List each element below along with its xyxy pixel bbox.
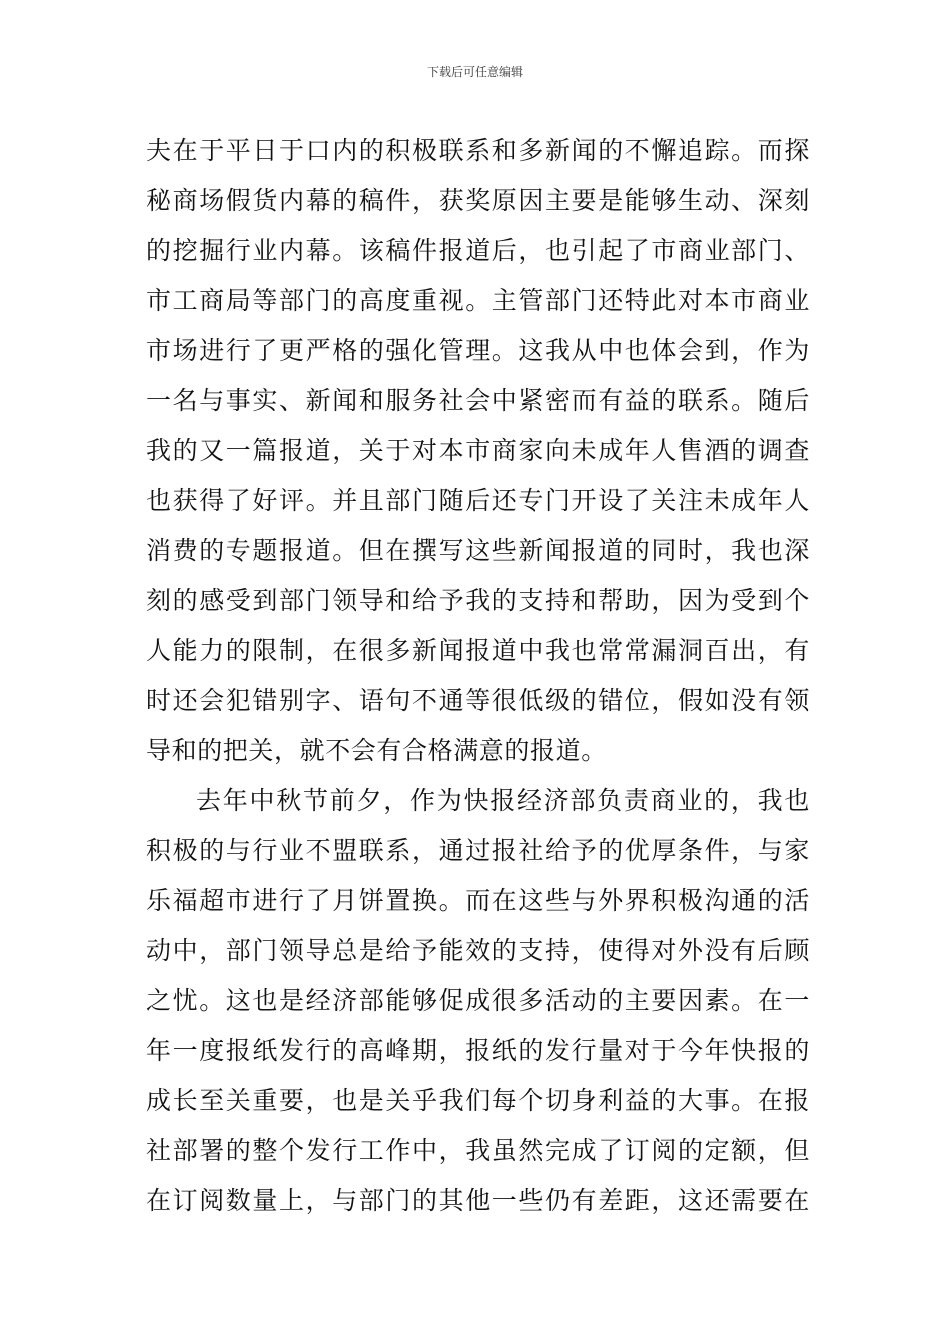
text-line: 社部署的整个发行工作中，我虽然完成了订阅的定额，但 <box>146 1136 810 1165</box>
page-header: 下载后可任意编辑 <box>426 65 523 79</box>
document-body <box>146 126 810 1226</box>
paragraph-2 <box>146 776 810 1226</box>
text-line: 人能力的限制，在很多新闻报道中我也常常漏洞百出，有 <box>146 636 810 665</box>
text-line: 在订阅数量上，与部门的其他一些仍有差距，这还需要在 <box>146 1186 810 1215</box>
text-line: 导和的把关，就不会有合格满意的报道。 <box>146 736 607 765</box>
text-line: 的挖掘行业内幕。该稿件报道后，也引起了市商业部门、 <box>146 236 810 265</box>
text-line: 年一度报纸发行的高峰期，报纸的发行量对于今年快报的 <box>146 1036 810 1065</box>
text-line: 积极的与行业不盟联系，通过报社给予的优厚条件，与家 <box>146 836 810 865</box>
text-line: 时还会犯错别字、语句不通等很低级的错位，假如没有领 <box>146 686 810 715</box>
text-line: 市场进行了更严格的强化管理。这我从中也体会到，作为 <box>146 336 810 365</box>
text-line: 市工商局等部门的高度重视。主管部门还特此对本市商业 <box>146 286 810 315</box>
text-line: 我的又一篇报道，关于对本市商家向未成年人售酒的调查 <box>146 436 810 465</box>
text-line: 乐福超市进行了月饼置换。而在这些与外界积极沟通的活 <box>146 886 810 915</box>
text-line: 动中，部门领导总是给予能效的支持，使得对外没有后顾 <box>146 936 810 965</box>
text-line: 去年中秋节前夕，作为快报经济部负责商业的，我也 <box>196 786 810 815</box>
text-line: 之忧。这也是经济部能够促成很多活动的主要因素。在一 <box>146 986 810 1015</box>
text-line: 秘商场假货内幕的稿件，获奖原因主要是能够生动、深刻 <box>146 186 810 215</box>
text-line: 一名与事实、新闻和服务社会中紧密而有益的联系。随后 <box>146 386 810 415</box>
text-line: 消费的专题报道。但在撰写这些新闻报道的同时，我也深 <box>146 536 810 565</box>
text-line: 夫在于平日于口内的积极联系和多新闻的不懈追踪。而探 <box>146 136 810 165</box>
paragraph-1 <box>146 126 810 776</box>
text-line: 刻的感受到部门领导和给予我的支持和帮助，因为受到个 <box>146 586 810 615</box>
text-line: 成长至关重要，也是关乎我们每个切身利益的大事。在报 <box>146 1086 810 1115</box>
text-line: 也获得了好评。并且部门随后还专门开设了关注未成年人 <box>146 486 810 515</box>
